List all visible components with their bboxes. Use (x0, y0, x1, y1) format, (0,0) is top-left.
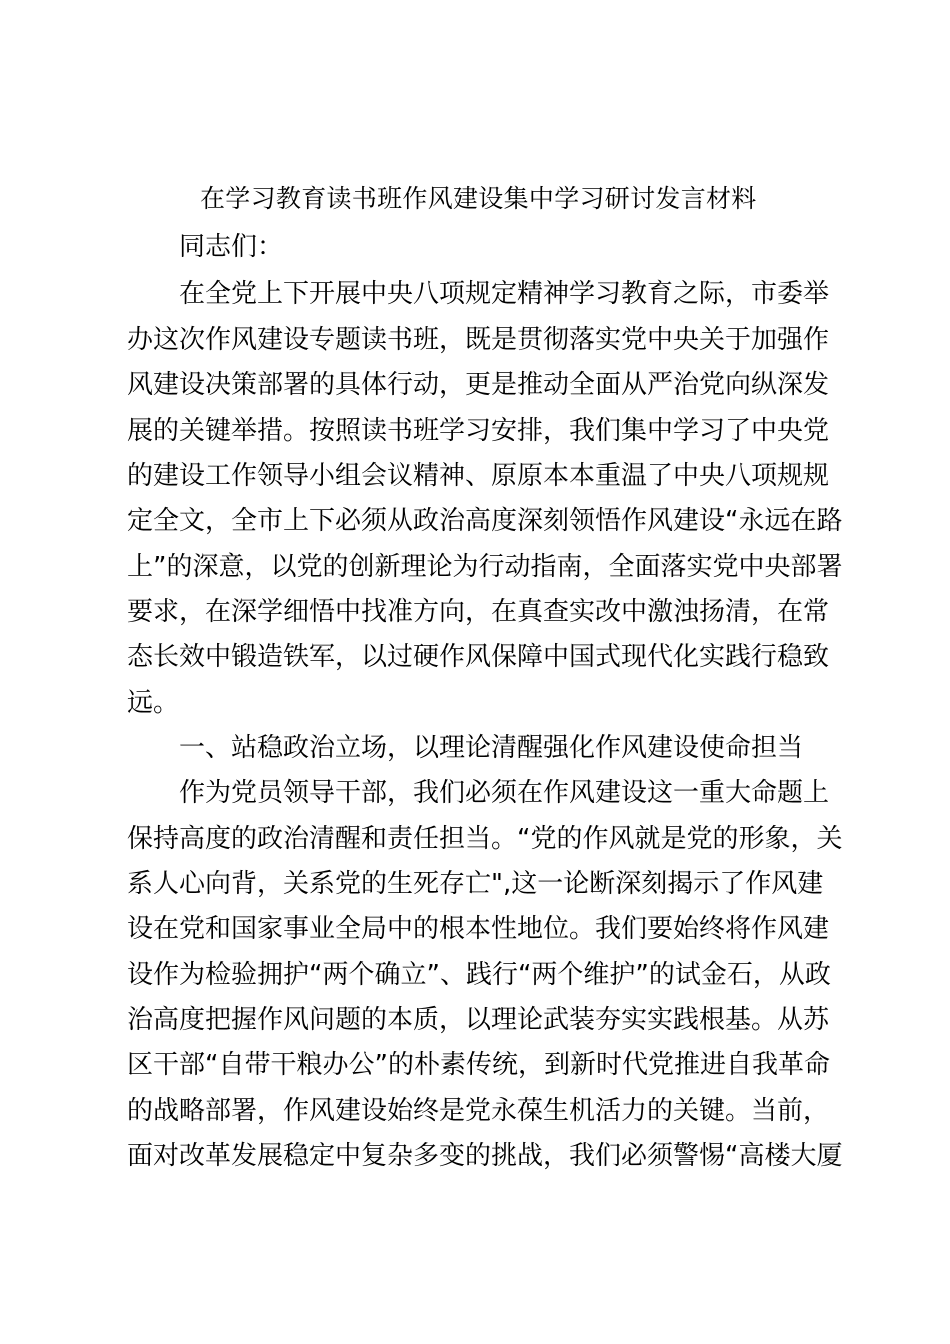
section-heading: 一、站稳政治立场，以理论清醒强化作风建设使命担当 (179, 733, 804, 763)
paragraph-line: 设作为检验拥护“两个确立”、践行“两个维护”的试金石，从政 (127, 960, 831, 990)
paragraph-line: 风建设决策部署的具体行动，更是推动全面从严治党向纵深发 (127, 370, 830, 400)
paragraph-line: 的战略部署，作风建设始终是党永葆生机活力的关键。当前， (127, 1096, 830, 1126)
paragraph-line: 作为党员领导干部，我们必须在作风建设这一重大命题上 (179, 778, 830, 808)
paragraph-line: 系人心向背，关系党的生死存亡",这一论断深刻揭示了作风建 (127, 869, 824, 899)
paragraph-line: 办这次作风建设专题读书班，既是贯彻落实党中央关于加强作 (127, 325, 830, 355)
document-title: 在学习教育读书班作风建设集中学习研讨发言材料 (200, 184, 757, 213)
paragraph-line: 要求，在深学细悟中找准方向，在真查实改中激浊扬清，在常 (127, 597, 830, 627)
paragraph-line: 区干部“自带干粮办公”的朴素传统，到新时代党推进自我革命 (127, 1050, 830, 1080)
paragraph-line: 治高度把握作风问题的本质，以理论武装夯实实践根基。从苏 (127, 1005, 830, 1035)
paragraph-line: 面对改革发展稳定中复杂多变的挑战，我们必须警惕“高楼大厦 (127, 1141, 843, 1171)
paragraph-line: 的建设工作领导小组会议精神、原原本本重温了中央八项规规 (127, 461, 830, 491)
paragraph-line: 定全文，全市上下必须从政治高度深刻领悟作风建设“永远在路 (127, 506, 843, 536)
paragraph-line: 设在党和国家事业全局中的根本性地位。我们要始终将作风建 (127, 914, 830, 944)
paragraph-line: 在全党上下开展中央八项规定精神学习教育之际，市委举 (179, 279, 830, 309)
paragraph-line: 展的关键举措。按照读书班学习安排，我们集中学习了中央党 (127, 416, 830, 446)
salutation: 同志们： (179, 232, 284, 262)
paragraph-line: 远。 (127, 688, 180, 718)
paragraph-line: 态长效中锻造铁军，以过硬作风保障中国式现代化实践行稳致 (127, 642, 830, 672)
paragraph-line: 上”的深意，以党的创新理论为行动指南，全面落实党中央部署 (127, 552, 843, 582)
paragraph-line: 保持高度的政治清醒和责任担当。“党的作风就是党的形象，关 (127, 824, 843, 854)
